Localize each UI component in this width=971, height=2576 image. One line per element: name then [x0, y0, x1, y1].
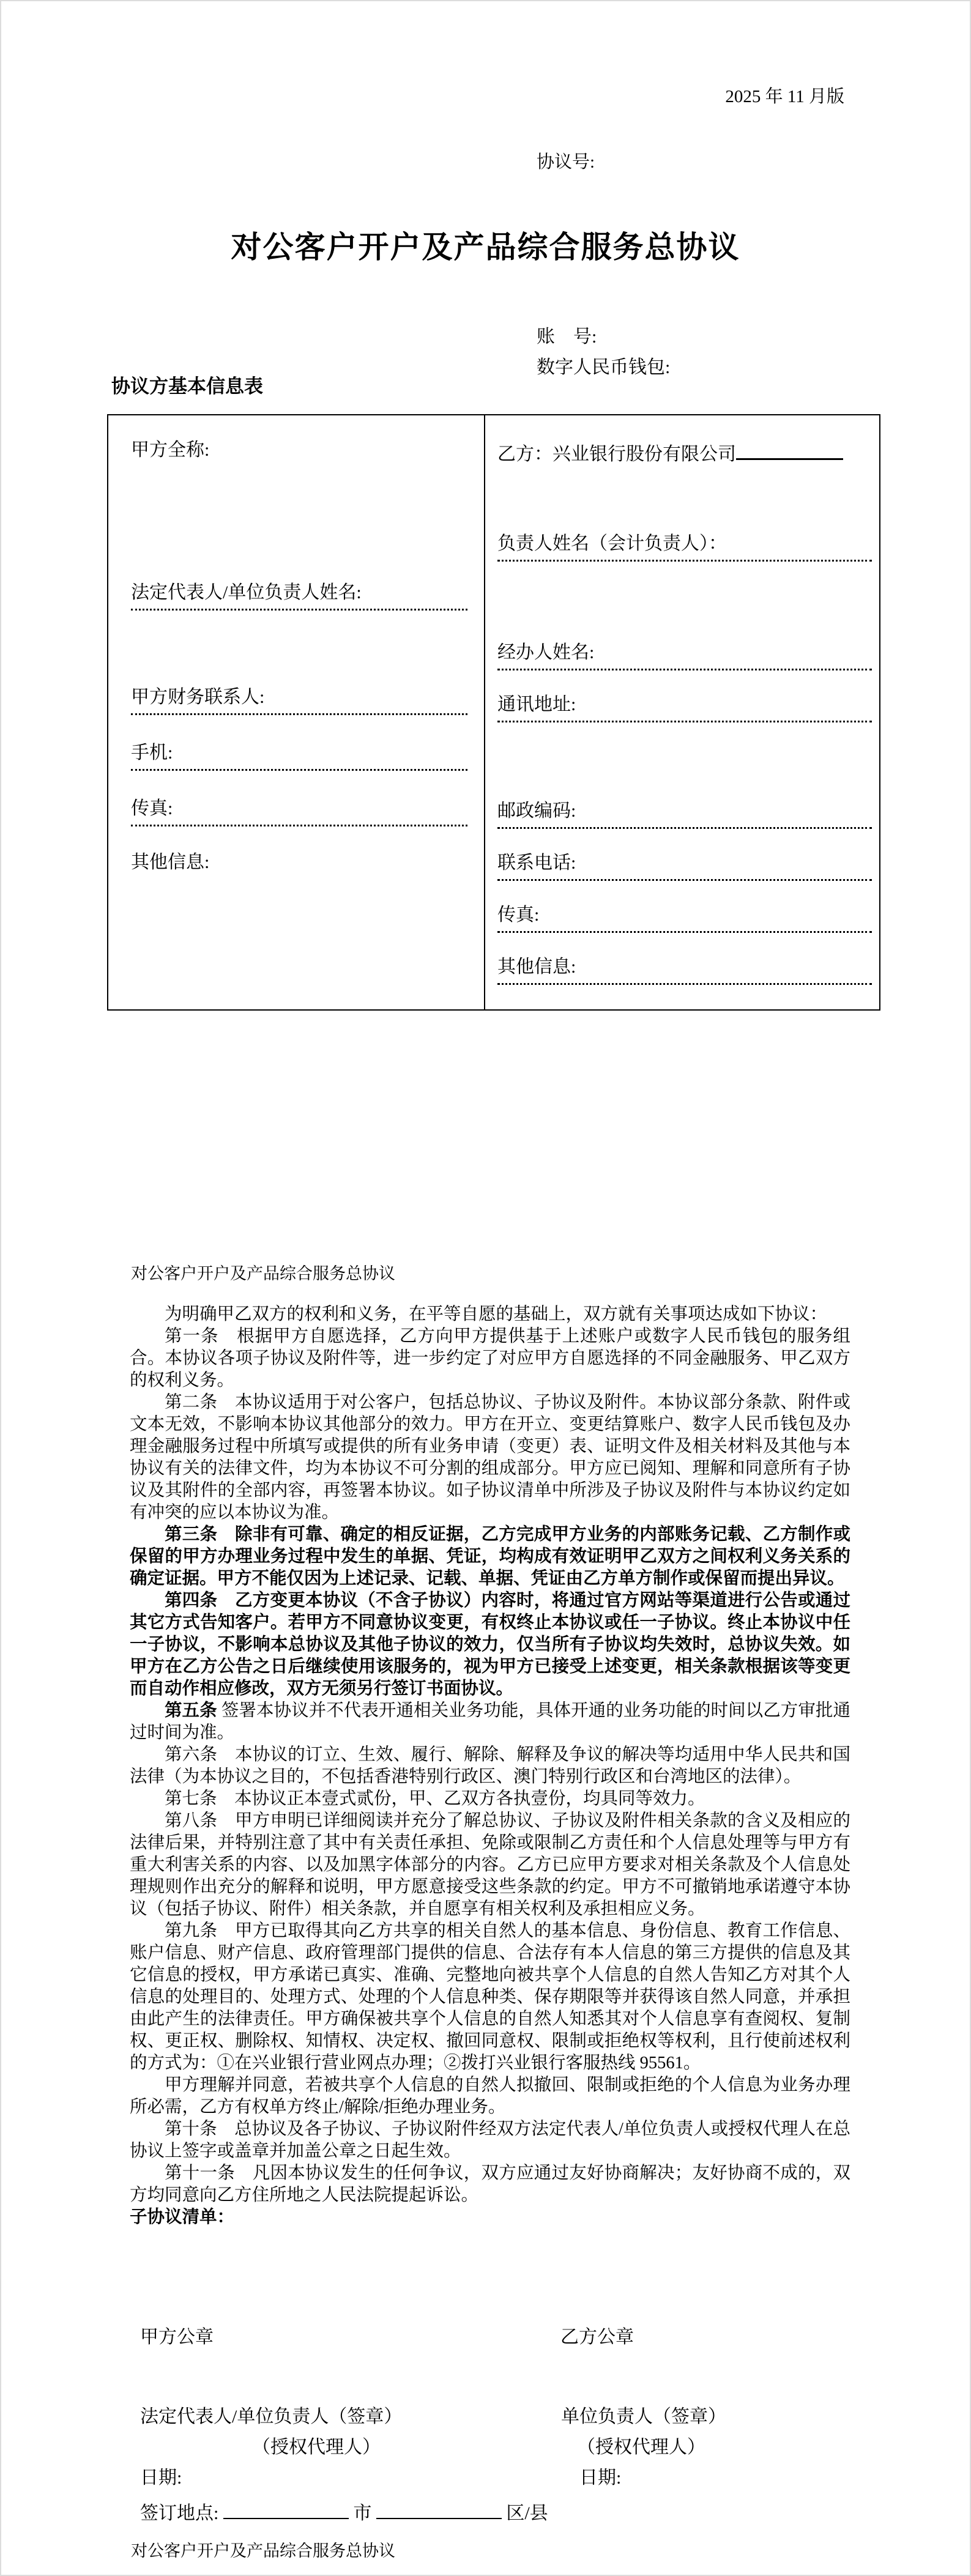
- info-field-label: 联系电话:: [497, 853, 576, 873]
- body-paragraph-12: [130, 2162, 850, 2207]
- signing-place-district-blank: [376, 2500, 502, 2519]
- body-paragraph-2: [130, 1392, 850, 1524]
- paragraph-text: 第四条 乙方变更本协议（不含子协议）内容时，将通过官方网站等渠道进行公告或通过其它方式告知客户。若甲方不同意协议变更，有权终止本协议或任一子协议。终止本协议中任一子协议，不影响本总协议及其他子协议的效力，仅当所有子协议均失效时，总协议失效。如甲方在乙方公告之日后继续使用该服务的，视为甲方已接受上述变更，相关条款根据该等变更而自动作相应修改，双方无须另行签订书面协议。: [130, 1591, 850, 1698]
- body-paragraph-6: [130, 1744, 850, 1788]
- party-info-table: [107, 414, 880, 1011]
- info-field-a-0: [131, 440, 467, 461]
- body-paragraph-0: [130, 1304, 850, 1326]
- agreement-body: [130, 1260, 850, 2229]
- signing-place-label: 签订地点:: [140, 2503, 219, 2523]
- paragraph-text: 第一条 根据甲方自愿选择，乙方向甲方提供基于上述账户或数字人民币钱包的服务组合。本协议各项子协议及附件等，进一步约定了对应甲方自愿选择的不同金融服务、甲乙双方的权利义务。: [130, 1327, 850, 1390]
- info-field-label: 法定代表人/单位负责人姓名:: [131, 582, 362, 603]
- party-b-representative-label: 单位负责人（签章）: [561, 2407, 726, 2427]
- info-field-label: 负责人姓名（会计负责人）：: [497, 533, 727, 554]
- paragraph-text: 子协议清单：: [130, 2208, 235, 2227]
- info-field-label: 邮政编码:: [497, 801, 576, 821]
- info-field-a-1: [131, 582, 467, 611]
- body-paragraph-10: [130, 2074, 850, 2118]
- body-running-title: 对公客户开户及产品综合服务总协议: [131, 1264, 395, 1283]
- info-field-b-4: [497, 801, 872, 829]
- info-field-b-6: [497, 905, 872, 933]
- party-a-agent-label: （授权代理人）: [252, 2437, 381, 2457]
- info-field-a-2: [131, 687, 467, 715]
- info-field-label: 其他信息:: [131, 852, 210, 872]
- info-field-b-5: [497, 853, 872, 881]
- paragraph-text: 为明确甲乙双方的权利和义务，在平等自愿的基础上，双方就有关事项达成如下协议：: [165, 1305, 828, 1324]
- signing-place-city-label: 市: [353, 2503, 372, 2523]
- body-paragraph-1: [130, 1326, 850, 1392]
- info-field-label: 其他信息:: [497, 957, 576, 977]
- paragraph-text: 第二条 本协议适用于对公客户，包括总协议、子协议及附件。本协议部分条款、附件或文本无效，不影响本协议其他部分的效力。甲方在开立、变更结算账户、数字人民币钱包及办理金融服务过程中所填写或提供的所有业务申请（变更）表、证明文件及相关材料及其他与本协议有关的法律文件，均为本协议不可分割的组成部分。甲方应已阅知、理解和同意所有子协议及其附件的全部内容，再签署本协议。如子协议清单中所涉及子协议及附件与本协议约定如有冲突的应以本协议为准。: [130, 1393, 850, 1522]
- paragraph-text: 签署本协议并不代表开通相关业务功能，具体开通的业务功能的时间以乙方审批通过时间为准。: [130, 1701, 850, 1742]
- paragraph-text: 甲方理解并同意，若被共享个人信息的自然人拟撤回、限制或拒绝的个人信息为业务办理所必需，乙方有权单方终止/解除/拒绝办理业务。: [130, 2076, 850, 2117]
- document-title: 对公客户开户及产品综合服务总协议: [231, 230, 740, 264]
- paragraph-text: 第九条 甲方已取得其向乙方共享的相关自然人的基本信息、身份信息、教育工作信息、账户信息、财产信息、政府管理部门提供的信息、合法存有本人信息的第三方提供的信息及其它信息的授权，甲方承诺已真实、准确、完整地向被共享个人信息的自然人告知乙方对其个人信息的处理目的、处理方式、处理的个人信息种类、保存期限等并获得该自然人同意，并承担由此产生的法律责任。甲方确保被共享个人信息的自然人知悉其对个人信息享有查阅权、复制权、更正权、删除权、知情权、决定权、撤回同意权、限制或拒绝权等权利，且行使前述权利的方式为：①在兴业银行营业网点办理；②拨打兴业银行客服热线 95561。: [130, 1921, 850, 2073]
- party-b-column: [485, 415, 879, 1009]
- info-field-label: 手机:: [131, 743, 173, 763]
- body-paragraph-11: [130, 2118, 850, 2162]
- paragraph-text: 第五条: [165, 1701, 221, 1720]
- info-field-a-3: [131, 743, 467, 771]
- info-field-label: 传真:: [497, 905, 540, 925]
- signing-place-row: [140, 2498, 548, 2525]
- info-field-label: 乙方：兴业银行股份有限公司: [497, 444, 736, 464]
- body-paragraph-4: [130, 1590, 850, 1700]
- party-b-agent-label: （授权代理人）: [577, 2437, 705, 2457]
- party-a-representative-label: 法定代表人/单位负责人（签章）: [140, 2407, 403, 2427]
- paragraph-text: 第三条 除非有可靠、确定的相反证据，乙方完成甲方业务的内部账务记载、乙方制作或保留的甲方办理业务过程中发生的单据、凭证，均构成有效证明甲乙双方之间权利义务关系的确定证据。甲方不能仅因为上述记录、记载、单据、凭证由乙方单方制作或保留而提出异议。: [130, 1525, 850, 1588]
- version-label: 2025 年 11 月版: [725, 87, 844, 106]
- body-paragraph-8: [130, 1810, 850, 1920]
- paragraph-text: 第十条 总协议及各子协议、子协议附件经双方法定代表人/单位负责人或授权代理人在总协议上签字或盖章并加盖公章之日起生效。: [130, 2120, 850, 2161]
- info-field-b-1: [497, 533, 872, 562]
- info-field-label: 甲方财务联系人:: [131, 687, 265, 707]
- info-field-b-3: [497, 694, 872, 722]
- info-field-b-0: [497, 440, 872, 465]
- paragraph-text: 第十一条 凡因本协议发生的任何争议，双方应通过友好协商解决；友好协商不成的，双方均同意向乙方住所地之人民法院提起诉讼。: [130, 2164, 850, 2205]
- info-field-b-7: [497, 957, 872, 985]
- digital-wallet-label: 数字人民币钱包:: [537, 357, 671, 377]
- body-paragraph-5: [130, 1700, 850, 1744]
- info-table-title: 协议方基本信息表: [111, 376, 263, 397]
- paragraph-text: 第八条 甲方申明已详细阅读并充分了解总协议、子协议及附件相关条款的含义及相应的法律后果，并特别注意了其中有关责任承担、免除或限制乙方责任和个人信息处理等与甲方有重大利害关系的内容、以及加黑字体部分的内容。乙方已应甲方要求对相关条款及个人信息处理规则作出充分的解释和说明，甲方愿意接受这些条款的约定。甲方不可撤销地承诺遵守本协议（包括子协议、附件）相关条款，并自愿享有相关权利及承担相应义务。: [130, 1811, 850, 1918]
- info-field-label: 通讯地址:: [497, 694, 576, 715]
- party-b-seal-label: 乙方公章: [560, 2327, 634, 2347]
- party-b-date-label: 日期:: [579, 2468, 622, 2488]
- body-paragraph-13: [130, 2207, 850, 2229]
- account-number-label: 账 号:: [537, 327, 597, 347]
- info-field-label: 传真:: [131, 798, 173, 818]
- signature-block: [130, 2317, 888, 2525]
- agreement-number-label: 协议号:: [537, 152, 595, 172]
- info-field-label: 经办人姓名:: [497, 642, 595, 663]
- party-a-seal-label: 甲方公章: [140, 2327, 214, 2347]
- body-paragraph-3: [130, 1524, 850, 1590]
- body-paragraph-7: [130, 1788, 850, 1810]
- agreement-clauses: [130, 1304, 850, 2229]
- party-a-date-label: 日期:: [140, 2468, 182, 2488]
- account-block: [537, 322, 670, 383]
- info-field-label: 甲方全称:: [131, 440, 210, 460]
- info-field-b-2: [497, 642, 872, 670]
- party-a-column: [108, 415, 485, 1009]
- fill-in-blank-line: [736, 440, 843, 460]
- body-paragraph-9: [130, 1920, 850, 2074]
- signing-place-district-label: 区/县: [506, 2503, 548, 2523]
- info-field-a-5: [131, 852, 467, 873]
- paragraph-text: 第七条 本协议正本壹式贰份，甲、乙双方各执壹份，均具同等效力。: [165, 1789, 705, 1808]
- signing-place-city-blank: [223, 2500, 349, 2519]
- paragraph-text: 第六条 本协议的订立、生效、履行、解除、解释及争议的解决等均适用中华人民共和国法律（为本协议之目的，不包括香港特别行政区、澳门特别行政区和台湾地区的法律）。: [130, 1745, 850, 1786]
- info-field-a-4: [131, 798, 467, 826]
- page-footer-title: 对公客户开户及产品综合服务总协议: [131, 2542, 395, 2560]
